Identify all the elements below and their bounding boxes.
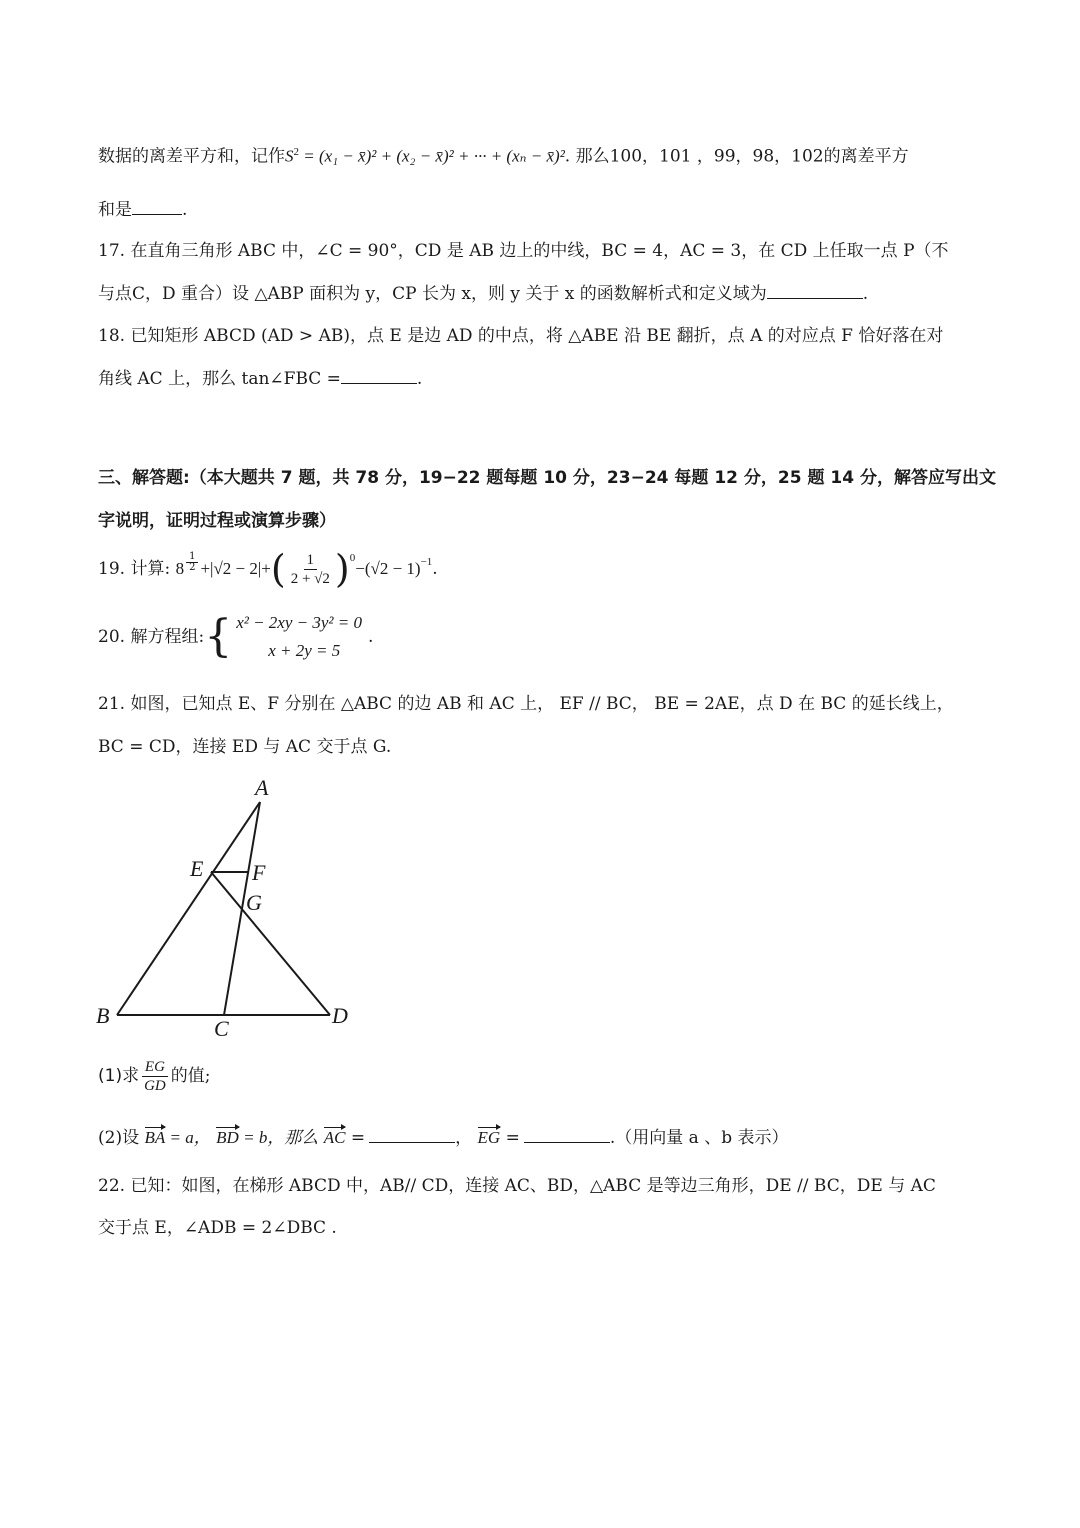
q18-line2-end: . — [416, 369, 423, 389]
q19-frac-den: 2 + √2 — [290, 570, 330, 587]
q16-line2 — [98, 200, 187, 220]
label-C: C — [214, 1016, 229, 1041]
q21-part1-label: (1)求 — [98, 1066, 140, 1087]
q19-number: 19. — [98, 558, 126, 579]
q22-line1 — [98, 1176, 936, 1196]
q17-line2 — [98, 284, 868, 304]
vector-AC: AC — [323, 1128, 346, 1147]
q19-left-paren: ( — [270, 547, 286, 591]
q21-part2 — [98, 1128, 789, 1148]
section3-heading: 三、解答题:（本大题共 7 题，共 78 分，19−22 题每题 10 分，23−24 每题 12 分，25 题 14 分，解答应写出文 — [98, 468, 996, 488]
q17-line2-end: . — [862, 284, 869, 304]
q20-label: 解方程组: — [130, 626, 205, 647]
q20-equation-1: x² − 2xy − 3y² = 0 — [236, 613, 362, 632]
q18-line2 — [98, 369, 422, 389]
q18-line2-text: 角线 AC 上，那么 tan∠FBC = — [98, 369, 341, 389]
q16-answer-blank[interactable] — [132, 200, 182, 215]
q21-part2-eq2: = — [500, 1128, 520, 1148]
q17-line1 — [98, 241, 949, 261]
q21-part2-eq-b: = b，那么 — [238, 1128, 319, 1147]
q17-line1-text: 在直角三角形 ABC 中，∠C = 90°，CD 是 AB 边上的中线，BC = 4，AC = 3，在 CD 上任取一点 P（不 — [130, 241, 949, 261]
q18-answer-blank[interactable] — [341, 369, 417, 384]
q18-line1 — [98, 326, 943, 346]
q21-part2-eq-a: = a， — [165, 1128, 211, 1147]
q21-part2-end: .（用向量 a 、b 表示） — [609, 1128, 789, 1148]
q19-abs-part: +|√2 − 2|+ — [200, 558, 271, 578]
q16-formula-s: S — [285, 146, 294, 166]
section3-heading-line2: 字说明，证明过程或演算步骤） — [98, 511, 336, 531]
q20-equation-2: x + 2y = 5 — [268, 641, 341, 660]
q21-line2-text: BC = CD，连接 ED 与 AC 交于点 G. — [98, 737, 392, 757]
q21-part1-fraction — [141, 1058, 169, 1095]
label-G: G — [246, 890, 262, 915]
vector-BA: BA — [144, 1128, 166, 1147]
segment-AB — [117, 802, 260, 1015]
q21-ac-answer-blank[interactable] — [369, 1128, 455, 1143]
q21-part1-den: GD — [144, 1078, 166, 1094]
q20-equation-system — [204, 612, 362, 662]
q20-number: 20. — [98, 626, 126, 647]
q19-right-paren: ) — [334, 547, 350, 591]
label-A: A — [255, 775, 269, 800]
q17-number: 17. — [98, 241, 126, 261]
q20-end: . — [367, 626, 374, 647]
q21-number: 21. — [98, 694, 126, 714]
q21-part1 — [98, 1058, 211, 1095]
q21-part1-tail: 的值; — [170, 1066, 211, 1087]
q19-exp-den: 2 — [189, 561, 196, 573]
q17-line2-text: 与点C，D 重合）设 △ABP 面积为 y，CP 长为 x，则 y 关于 x 的函数解析式和定义域为 — [98, 284, 767, 304]
q18-number: 18. — [98, 326, 126, 346]
q22-line2-text: 交于点 E，∠ADB = 2∠DBC . — [98, 1218, 337, 1238]
label-E: E — [190, 856, 204, 881]
q17-answer-blank[interactable] — [767, 284, 863, 299]
label-B: B — [96, 1003, 110, 1028]
q21-line1-text: 如图，已知点 E、F 分别在 △ABC 的边 AB 和 AC 上， EF // BC， BE = 2AE，点 D 在 BC 的延长线上， — [130, 694, 954, 714]
label-F: F — [252, 860, 266, 885]
q16-line1: 数据的离差平方和，记作$S^2 = (x_1$ − x̄)² + (x₂ − x̄)² + ··· + (xₙ − x̄)². 那么100，101 ，99，98，102的离差平方 — [98, 146, 909, 167]
q21-part2-sep: ， — [455, 1128, 473, 1148]
q21-part2-label: (2)设 — [98, 1128, 140, 1148]
q22-number: 22. — [98, 1176, 126, 1196]
q19-fraction — [288, 551, 333, 588]
q19-exp-neg1: −1 — [420, 556, 433, 568]
q19-exponent — [186, 552, 198, 573]
q21-eg-answer-blank[interactable] — [524, 1128, 610, 1143]
q19-exp0: 0 — [349, 552, 356, 564]
label-D: D — [332, 1003, 348, 1028]
q21-triangle-figure — [90, 770, 370, 1050]
q22-line2 — [98, 1218, 337, 1238]
q20-line — [98, 612, 373, 662]
q16-line2-end: . — [182, 200, 188, 220]
q16-formula-body: = (x₁ − x̄)² + (x₂ − x̄)² + ··· + (xₙ − x̄)² — [299, 146, 565, 166]
q19-tail: −(√2 − 1) — [355, 558, 421, 578]
segment-ED — [211, 872, 330, 1015]
q21-part1-num: EG — [142, 1058, 168, 1077]
vector-BD: BD — [216, 1128, 239, 1147]
q16-line2-text: 和是 — [98, 200, 132, 220]
q16-text-b: . 那么100，101 ，99，98，102的离差平方 — [564, 146, 909, 167]
q19-exp-num: 1 — [186, 552, 198, 563]
q21-line1 — [98, 694, 954, 714]
q22-line1-text: 已知：如图，在梯形 ABCD 中，AB// CD，连接 AC、BD，△ABC 是等边三角形，DE // BC，DE 与 AC — [130, 1176, 936, 1196]
q21-part2-eq: = — [345, 1128, 366, 1148]
q21-line2 — [98, 737, 391, 757]
q19-line — [98, 547, 438, 591]
q19-label: 计算: — [130, 558, 171, 579]
q20-brace: { — [204, 611, 233, 662]
q19-base: 8 — [175, 558, 185, 578]
q18-line1-text: 已知矩形 ABCD (AD > AB)，点 E 是边 AD 的中点，将 △ABE 沿 BE 翻折，点 A 的对应点 F 恰好落在对 — [130, 326, 944, 346]
q19-end: . — [432, 558, 438, 579]
q19-frac-num: 1 — [304, 551, 318, 570]
q16-text-a: 数据的离差平方和，记作 — [98, 146, 285, 167]
vector-EG: EG — [477, 1128, 501, 1147]
